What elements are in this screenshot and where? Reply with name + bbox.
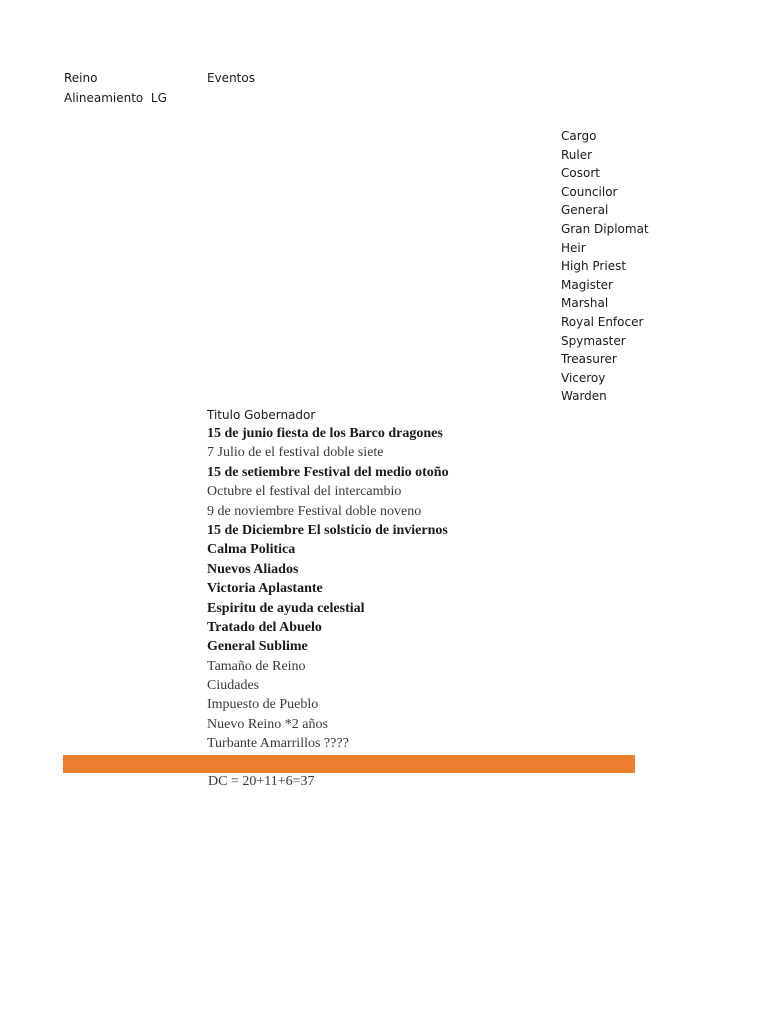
cargo-item: Gran Diplomat [561,221,649,236]
cargo-item: Royal Enfocer [561,314,644,329]
event-item: Nuevos Aliados [207,561,299,577]
cargo-item: Heir [561,240,586,255]
event-item: 15 de junio fiesta de los Barco dragones [207,426,443,441]
cargo-item: Councilor [561,184,618,199]
cargo-item: Viceroy [561,370,606,385]
event-item: Nuevo Reino *2 años [207,716,328,732]
event-item: 15 de Diciembre El solsticio de inviernos [207,522,448,538]
event-item: Tratado del Abuelo [207,619,322,635]
cargo-item: Cosort [561,166,600,181]
cargo-item: Magister [561,277,613,292]
eventos-header: Eventos [207,71,255,85]
cargo-item: Warden [561,389,607,404]
event-item: Ciudades [207,678,260,694]
event-item: Victoria Aplastante [207,581,323,597]
events-list [207,424,449,754]
cargo-item: Treasurer [561,352,617,367]
event-item: Turbante Amarrillos ???? [207,736,349,752]
titulo-gobernador: Titulo Gobernador [207,408,316,422]
reino-header: Reino [64,71,98,85]
event-item: Octubre el festival del intercambio [207,484,402,500]
cargo-item: Ruler [561,147,593,162]
cargo-item: Marshal [561,296,609,311]
event-item: Calma Politica [207,542,296,558]
event-item: 7 Julio de el festival doble siete [207,445,384,461]
cargo-item: General [561,203,609,218]
event-item: Espiritu de ayuda celestial [207,600,365,616]
cargo-list [561,127,649,406]
cargo-item: Spymaster [561,333,626,348]
event-item: 15 de setiembre Festival del medio otoño [207,464,449,480]
event-item: Impuesto de Pueblo [207,697,319,713]
event-item: General Sublime [207,639,308,655]
event-item: Tamaño de Reino [207,658,306,674]
dc-formula: DC = 20+11+6=37 [208,774,315,789]
alignment-label: Alineamiento LG [64,91,167,105]
highlight-bar [63,755,635,773]
cargo-heading: Cargo [561,129,597,143]
event-item: 9 de noviembre Festival doble noveno [207,503,422,519]
cargo-item: High Priest [561,259,627,274]
